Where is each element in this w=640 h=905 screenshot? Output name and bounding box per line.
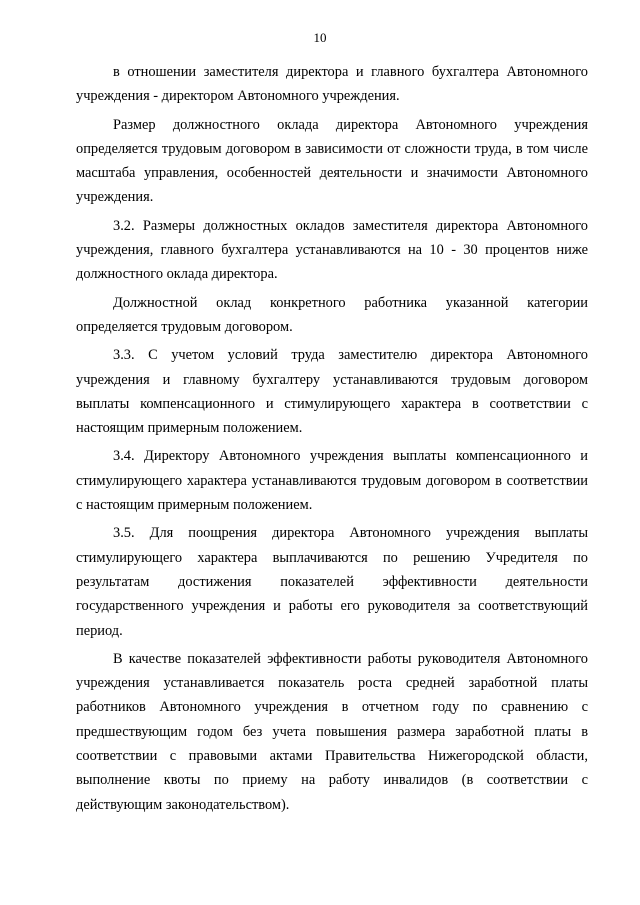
paragraph-3: 3.2. Размеры должностных окладов заместителя директора Автономного учреждения, главного бухгалтера устанавливаются на 10 - 30 процентов ниже должностного оклада директора. (76, 217, 588, 283)
paragraph-6: 3.4. Директору Автономного учреждения выплаты компенсационного и стимулирующего характера устанавливаются трудовым договором в соответствии с настоящим примерным положением. (76, 448, 588, 514)
paragraph-2: Размер должностного оклада директора Автономного учреждения определяется трудовым договором в зависимости от сложности труда, в том числе масштаба управления, особенностей деятельности и значимости Автономного учреждения. (76, 116, 588, 206)
page-number: 10 (313, 30, 327, 45)
paragraph-8: В качестве показателей эффективности работы руководителя Автономного учреждения устанавливается показатель роста средней заработной платы работников Автономного учреждения в отчетном году по сравнению с предшествующим годом без учета повышения размера заработной платы в соответствии с правовыми актами Правительства Нижегородской области, выполнение квоты по приему на работу инвалидов (в соответствии с действующим законодательством). (76, 650, 588, 813)
paragraph-4: Должностной оклад конкретного работника указанной категории определяется трудовым договором. (76, 294, 588, 335)
paragraph-5: 3.3. С учетом условий труда заместителю директора Автономного учреждения и главному бухгалтеру устанавливаются трудовым договором выплаты компенсационного и стимулирующего характера в соответствии с настоящим примерным положением. (76, 347, 588, 437)
paragraph-1: в отношении заместителя директора и главного бухгалтера Автономного учреждения - директором Автономного учреждения. (76, 64, 588, 105)
document-body (76, 60, 588, 817)
paragraph-7: 3.5. Для поощрения директора Автономного учреждения выплаты стимулирующего характера выплачиваются по решению Учредителя по результатам достижения показателей эффективности деятельности государственного учреждения и работы его руководителя за соответствующий период. (76, 525, 588, 639)
